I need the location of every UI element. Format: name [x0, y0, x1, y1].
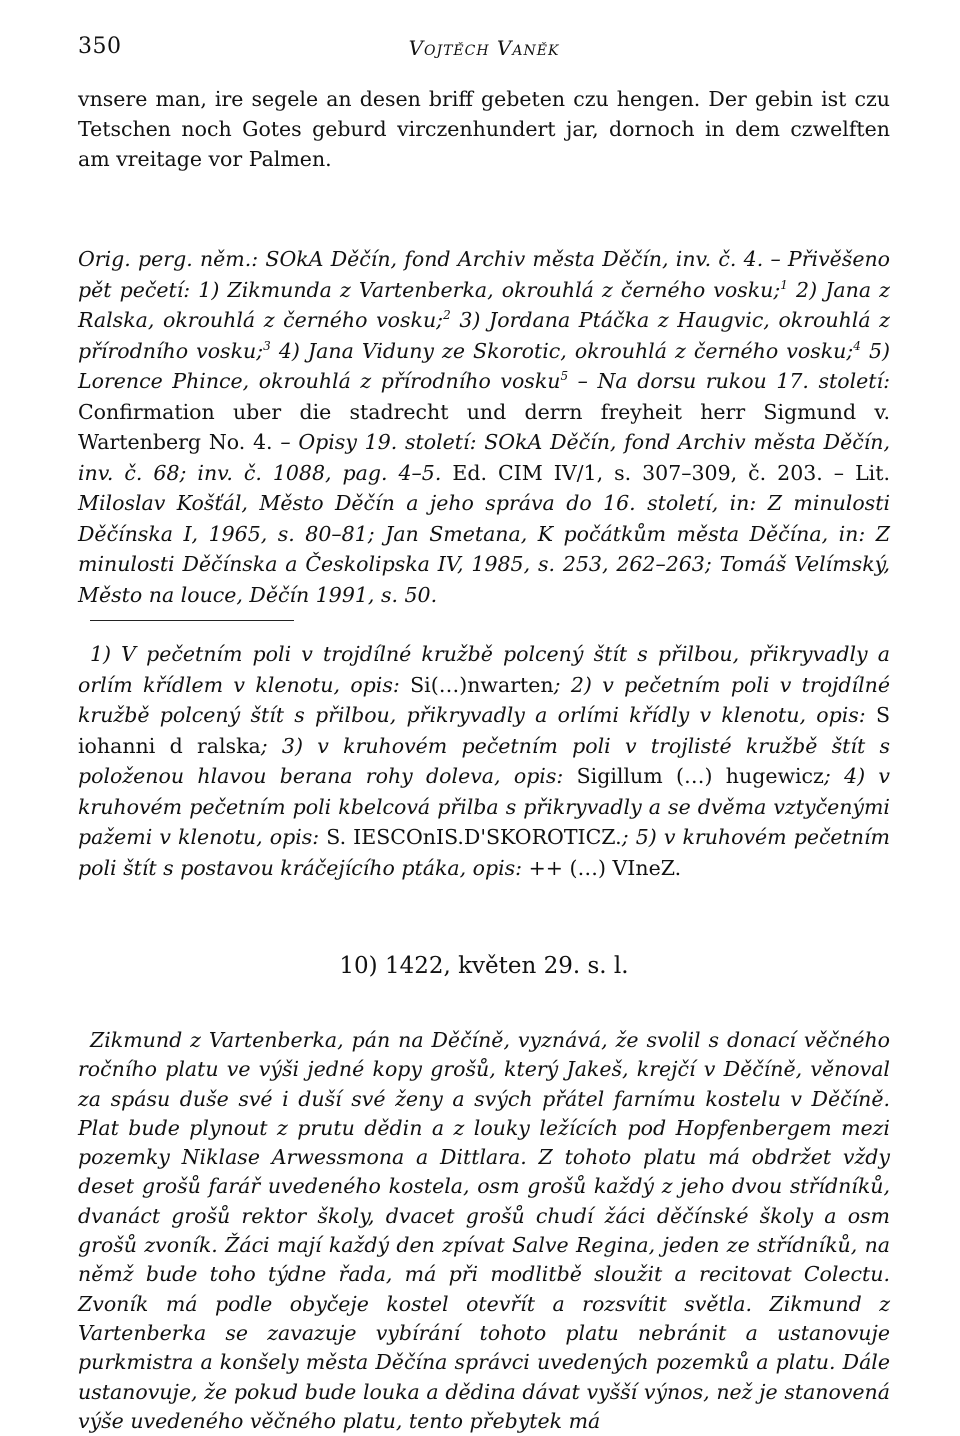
document-regest: Zikmund z Vartenberka, pán na Děčíně, vyznává, že svolil s donací věčného ročního platu ve výši jedné kopy grošů, který Jakeš, krejčí v Děčíně, věnoval za spásu duše své i duší své ženy a svých přátel farnímu kostelu v Děčíně. Plat bude plynout z prutu dědin a z louky ležících pod Hopfenbergem mezi pozemky Niklase Arwessmona a Dittlara. Z tohoto platu má obdržet vždy deset grošů farář uvedeného kostela, osm grošů každý z jeho dvou střídníků, dvanáct grošů rektor školy, dvacet grošů chudí žáci děčínské školy a osm grošů zvoník. Žáci mají každý den zpívat Salve Regina, jeden ze střídníků, na němž bude toho týdne řada, má při modlitbě sloužit a recitovat Colectu. Zvoník má podle obyčeje kostel otevřít a rozsvítit světla. Zikmund z Vartenberka se zavazuje vybírání tohoto platu nebránit a ustanovuje purkmistra a konšely města Děčína správci uvedených pozemků a platu. Dále ustanovuje, že pokud bude louka a dědina dávat vyšší výnos, než je stanovená výše uvedeného věčného platu, tento přebytek má [78, 1028, 890, 1433]
footnote-text: 1) V pečetním poli v trojdílné kružbě polcený štít s přilbou, přikryvadly a orlím křídlem v klenotu, opis: [78, 642, 890, 697]
footnote-ref: 3 [263, 338, 271, 353]
source-text: Orig. perg. něm.: SOkA Děčín, fond Archiv města Děčín, inv. č. 4. – Přivěšeno pět pečetí: 1) Zikmunda z Vartenberka, okrouhlá z černého vosku; [78, 247, 890, 302]
footnote-ref: 2 [443, 308, 451, 323]
source-text: – Na dorsu rukou 17. století: [568, 369, 890, 393]
page-number: 350 [78, 34, 122, 59]
source-text: 5) Lorence Phince, okrouhlá z přírodního vosku [78, 338, 891, 393]
page [78, 30, 890, 1436]
source-text: 3) Jordana Ptáčka z Haugvic, okrouhlá z přírodního vosku; [78, 308, 890, 363]
page-header [78, 30, 890, 70]
source-text: 4) Jana Viduny ze Skorotic, okrouhlá z černého vosku; [270, 338, 854, 363]
seal-legend: Si(…)nwarten [410, 672, 554, 697]
source-apparatus [78, 244, 890, 610]
footnote-text: ; 4) v kruhovém pečetním poli kbelcová přilba s přikryvadly a se dvěma vztyčenými pažemi v klenotu, opis: [78, 764, 891, 849]
literature-list: Miloslav Košťál, Město Děčín a jeho správa do 16. století, in: Z minulosti Děčínska I, 1965, s. 80–81; Jan Smetana, K počátkům města Děčína, in: Z minulosti Děčínska a Českolipska IV, 1985, s. 253, 262–263; Tomáš Velímský, Město na louce, Děčín 1991, s. 50. [78, 491, 890, 607]
footnote-separator [90, 620, 294, 621]
source-text: – Opisy 19. století: SOkA Děčín, fond Archiv města Děčín, inv. č. 68; inv. č. 1088, pag. 4–5. [78, 430, 890, 485]
seal-footnotes [78, 639, 890, 883]
literature-label: Lit. [855, 460, 890, 485]
seal-legend: ++ (…) VIneZ. [528, 855, 682, 880]
source-text: 2) Jana z Ralska, okrouhlá z černého vosku; [78, 277, 890, 332]
charter-text-end: vnsere man, ire segele an desen briff gebeten czu hengen. Der gebin ist czu Tetschen noch Gotes geburd virczenhundert jar, dornoch in dem czwelften am vreitage vor Palmen. [78, 87, 890, 171]
running-title: Vojtěch Vaněk [408, 36, 560, 60]
footnote-text: ; 2) v pečetním poli v trojdílné kružbě polcený štít s přilbou, přikryvadly a orlími křídly v klenotu, opis: [78, 672, 890, 727]
edition-reference: Ed. CIM IV/1, s. 307–309, č. 203. – [452, 460, 856, 485]
seal-legend: S. IESCOnIS.D'SKOROTICZ. [326, 825, 622, 849]
footnote-text: ; 3) v kruhovém pečetním poli v trojlisté kružbě štít s položenou hlavou berana rohy doleva, opis: [78, 733, 890, 788]
footnote-text: ; 5) v kruhovém pečetním poli štít s postavou kráčejícího ptáka, opis: [78, 825, 891, 880]
seal-legend: S iohanni d ralska [78, 703, 890, 758]
seal-legend: Sigillum (…) hugewicz [576, 764, 824, 788]
footnote-ref: 4 [853, 338, 861, 353]
footnote-ref: 1 [780, 277, 788, 292]
footnote-ref: 5 [560, 369, 569, 384]
document-heading: 10) 1422, květen 29. s. l. [339, 953, 629, 979]
dorsal-note: Confirmation uber die stadrecht und derrn freyheit herr Sigmund v. Wartenberg No. 4. [78, 399, 890, 454]
